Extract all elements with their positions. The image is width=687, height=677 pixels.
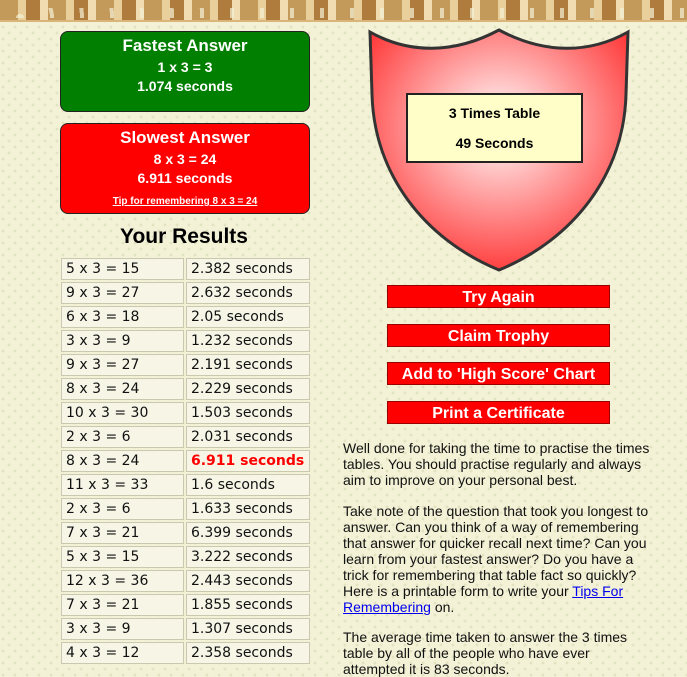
question-cell: 3 x 3 = 9 [61,330,184,352]
question-cell: 9 x 3 = 27 [61,354,184,376]
fastest-answer-question: 1 x 3 = 3 [157,59,213,75]
results-title: Your Results [120,225,248,248]
table-row [61,450,310,472]
question-cell: 6 x 3 = 18 [61,306,184,328]
time-cell: 2.191 seconds [186,354,310,376]
trophy-box [406,93,583,163]
tips-text-end: on. [430,599,455,615]
time-cell: 1.6 seconds [186,474,310,496]
time-cell: 1.307 seconds [186,618,310,640]
slowest-answer-box [60,123,310,214]
results-table [59,256,312,666]
table-row [61,594,310,616]
time-cell: 2.05 seconds [186,306,310,328]
question-cell: 11 x 3 = 33 [61,474,184,496]
table-row [61,546,310,568]
time-cell: 2.632 seconds [186,282,310,304]
fastest-answer-title: Fastest Answer [122,36,248,55]
trophy-table: 3 Times Table [448,105,541,121]
time-cell: 1.232 seconds [186,330,310,352]
time-cell: 6.911 seconds [186,450,310,472]
time-cell: 2.229 seconds [186,378,310,400]
table-row [61,474,310,496]
time-cell: 1.633 seconds [186,498,310,520]
average-paragraph: The average time taken to answer the 3 times table by all of the people who have ever attempted it is 83 seconds. [343,629,628,677]
table-row [61,498,310,520]
slowest-answer-title: Slowest Answer [120,128,250,147]
table-row [61,402,310,424]
table-row [61,282,310,304]
claim-trophy-button[interactable]: Claim Trophy [387,324,610,347]
question-cell: 4 x 3 = 12 [61,642,184,664]
question-cell: 7 x 3 = 21 [61,522,184,544]
time-cell: 1.855 seconds [186,594,310,616]
table-row [61,618,310,640]
tips-paragraph [343,503,653,615]
table-row [61,642,310,664]
question-cell: 5 x 3 = 15 [61,258,184,280]
question-cell: 2 x 3 = 6 [61,426,184,448]
slowest-answer-question: 8 x 3 = 24 [153,151,217,167]
time-cell: 1.503 seconds [186,402,310,424]
practise-paragraph: Well done for taking the time to practise the times tables. You should practise regularly and always aim to improve on your personal best. [343,440,650,488]
tips-link[interactable]: Tips For Remembering [343,583,624,615]
table-row [61,258,310,280]
question-cell: 5 x 3 = 15 [61,546,184,568]
print-certificate-button[interactable]: Print a Certificate [387,401,610,424]
time-cell: 2.382 seconds [186,258,310,280]
tips-text: Take note of the question that took you longest to answer. Can you think of a way of remembering that answer for quicker recall next time? Can you learn from your fastest answer? Do you have a trick for remembering that table fact so quickly? Here is a printable form to write your [343,503,649,599]
fastest-answer-box [60,31,310,112]
question-cell: 3 x 3 = 9 [61,618,184,640]
question-cell: 9 x 3 = 27 [61,282,184,304]
time-cell: 2.358 seconds [186,642,310,664]
question-cell: 10 x 3 = 30 [61,402,184,424]
table-row [61,306,310,328]
time-cell: 2.443 seconds [186,570,310,592]
fastest-answer-time: 1.074 seconds [137,78,233,94]
time-cell: 6.399 seconds [186,522,310,544]
table-row [61,330,310,352]
table-row [61,378,310,400]
trophy-time: 49 Seconds [455,135,534,151]
question-cell: 2 x 3 = 6 [61,498,184,520]
table-row [61,354,310,376]
table-row [61,426,310,448]
question-cell: 12 x 3 = 36 [61,570,184,592]
try-again-button[interactable]: Try Again [387,285,610,308]
question-cell: 8 x 3 = 24 [61,450,184,472]
tip-link[interactable]: Tip for remembering 8 x 3 = 24 [112,196,258,207]
decorative-border [0,0,687,22]
high-score-button[interactable]: Add to 'High Score' Chart [387,362,610,385]
time-cell: 2.031 seconds [186,426,310,448]
table-row [61,522,310,544]
table-row [61,570,310,592]
question-cell: 8 x 3 = 24 [61,378,184,400]
time-cell: 3.222 seconds [186,546,310,568]
slowest-answer-time: 6.911 seconds [137,170,233,186]
question-cell: 7 x 3 = 21 [61,594,184,616]
